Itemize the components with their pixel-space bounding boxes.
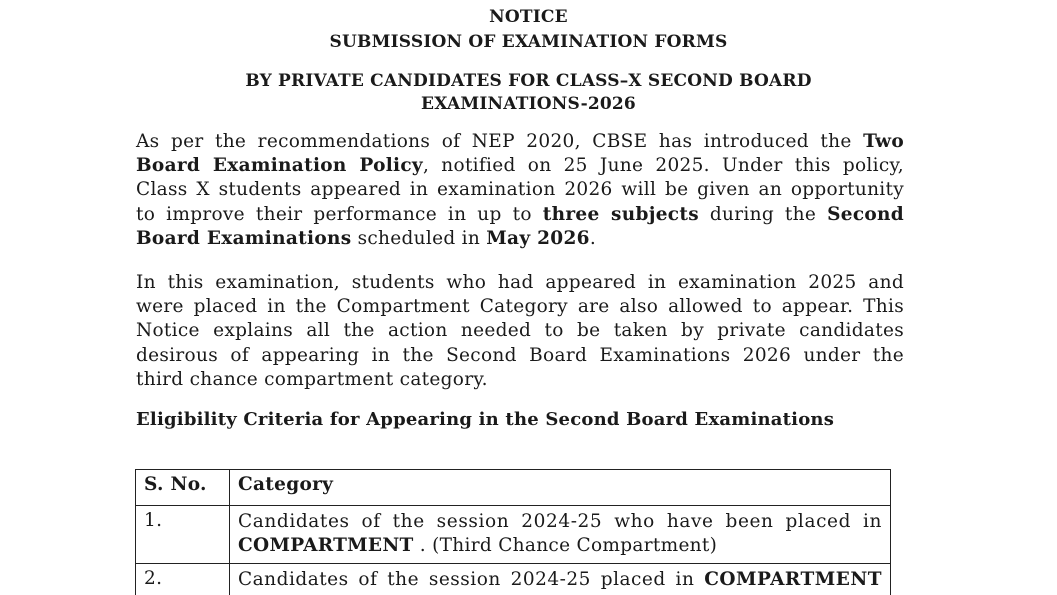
paragraph-line: were placed in the Compartment Category are also allowed to appear. This bbox=[136, 296, 904, 318]
column-header-category: Category bbox=[230, 470, 891, 506]
paragraph-line: Notice explains all the action needed to be taken by private candidates bbox=[136, 320, 904, 342]
row-sno: 1. bbox=[136, 506, 230, 564]
eligibility-heading: Eligibility Criteria for Appearing in the Second Board Examinations bbox=[136, 409, 835, 430]
column-header-sno: S. No. bbox=[136, 470, 230, 506]
paragraph-policy bbox=[136, 130, 904, 251]
notice-heading-line-1: BY PRIVATE CANDIDATES FOR CLASS–X SECOND BOARD bbox=[245, 71, 812, 91]
eligibility-table bbox=[135, 469, 891, 595]
paragraph-compartment bbox=[136, 271, 904, 392]
paragraph-line: As per the recommendations of NEP 2020, CBSE has introduced the Two bbox=[136, 131, 904, 152]
row-category: Candidates of the session 2024-25 who have been placed in COMPARTMENT . (Third Chance Compartment) bbox=[230, 506, 891, 564]
paragraph-line: to improve their performance in up to three subjects during the Second bbox=[136, 203, 905, 225]
table-row bbox=[136, 564, 891, 595]
notice-title: NOTICE bbox=[489, 7, 568, 27]
paragraph-line: Board Examination Policy, notified on 25 June 2025. Under this policy, bbox=[136, 155, 904, 177]
table-row bbox=[136, 506, 891, 564]
notice-subtitle: SUBMISSION OF EXAMINATION FORMS bbox=[329, 32, 728, 52]
paragraph-line: third chance compartment category. bbox=[136, 368, 488, 390]
paragraph-line: In this examination, students who had appeared in examination 2025 and bbox=[136, 272, 904, 293]
table-header-row bbox=[136, 470, 891, 506]
paragraph-line: desirous of appearing in the Second Board Examinations 2026 under the bbox=[136, 344, 904, 366]
paragraph-line: Class X students appeared in examination 2026 will be given an opportunity bbox=[136, 179, 904, 201]
notice-heading-line-2: EXAMINATIONS-2026 bbox=[421, 94, 636, 114]
row-sno: 2. bbox=[136, 564, 230, 595]
paragraph-line: Board Examinations scheduled in May 2026. bbox=[136, 227, 597, 249]
row-category: Candidates of the session 2024-25 placed in COMPARTMENT bbox=[230, 564, 891, 595]
